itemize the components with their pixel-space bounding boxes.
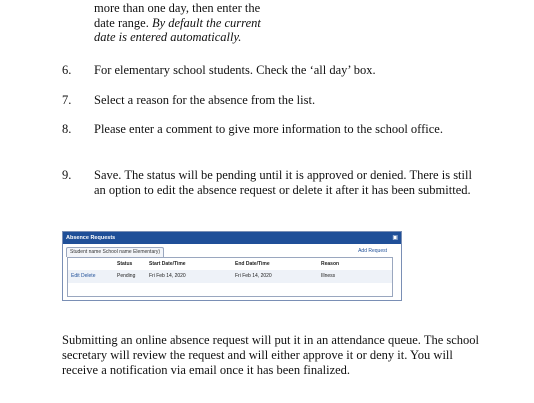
- step-5-continuation: [94, 1, 261, 45]
- row-actions: [68, 270, 115, 283]
- continuation-line-1: more than one day, then enter the: [94, 1, 261, 15]
- step-number: 7.: [62, 93, 72, 107]
- continuation-line-2: [94, 16, 261, 31]
- row-start: Fri Feb 14, 2020: [146, 270, 232, 283]
- step-number: 9.: [62, 168, 72, 182]
- widget-title: Absence Requests: [66, 235, 116, 241]
- step-text: Please enter a comment to give more information to the school office.: [94, 122, 443, 136]
- step-text: For elementary school students. Check the ‘all day’ box.: [94, 63, 376, 77]
- edit-link[interactable]: Edit: [71, 273, 80, 280]
- column-header-status: Status: [117, 260, 133, 267]
- continuation-line-2-emphasis: By default the current: [151, 15, 261, 30]
- closing-paragraph: Submitting an online absence request will put it in an attendance queue. The school secretary will review the request and will either approve it or deny it. You will receive a notification via email once it has been finalized.: [62, 333, 480, 377]
- widget-header: [63, 232, 401, 244]
- step-number: 8.: [62, 122, 72, 136]
- row-status: Pending: [114, 270, 146, 283]
- continuation-line-2-plain: date range.: [94, 15, 152, 30]
- step-number: 6.: [62, 63, 72, 77]
- column-header-reason: Reason: [321, 260, 340, 267]
- delete-link[interactable]: Delete: [81, 273, 96, 280]
- tab-student[interactable]: Student name School name Elementary): [66, 247, 164, 257]
- continuation-line-3: date is entered automatically.: [94, 30, 242, 44]
- column-header-end: End Date/Time: [235, 260, 270, 267]
- absence-requests-widget: [62, 231, 402, 301]
- expand-icon[interactable]: ▣: [392, 235, 398, 241]
- add-request-link[interactable]: Add Request: [358, 248, 387, 254]
- table-empty-row: [68, 283, 393, 297]
- row-end: Fri Feb 14, 2020: [232, 270, 318, 283]
- row-reason: Illness: [318, 270, 393, 283]
- widget-tabs: [63, 247, 401, 257]
- step-text: Save. The status will be pending until it is approved or denied. There is still an option to edit the absence request or delete it after it has been submitted.: [94, 168, 472, 197]
- table-row: [68, 270, 393, 283]
- step-text: Select a reason for the absence from the list.: [94, 93, 316, 107]
- absence-table: [67, 257, 393, 297]
- table-header-row: [68, 258, 393, 270]
- column-header-actions: [68, 258, 115, 270]
- column-header-start: Start Date/Time: [149, 260, 186, 267]
